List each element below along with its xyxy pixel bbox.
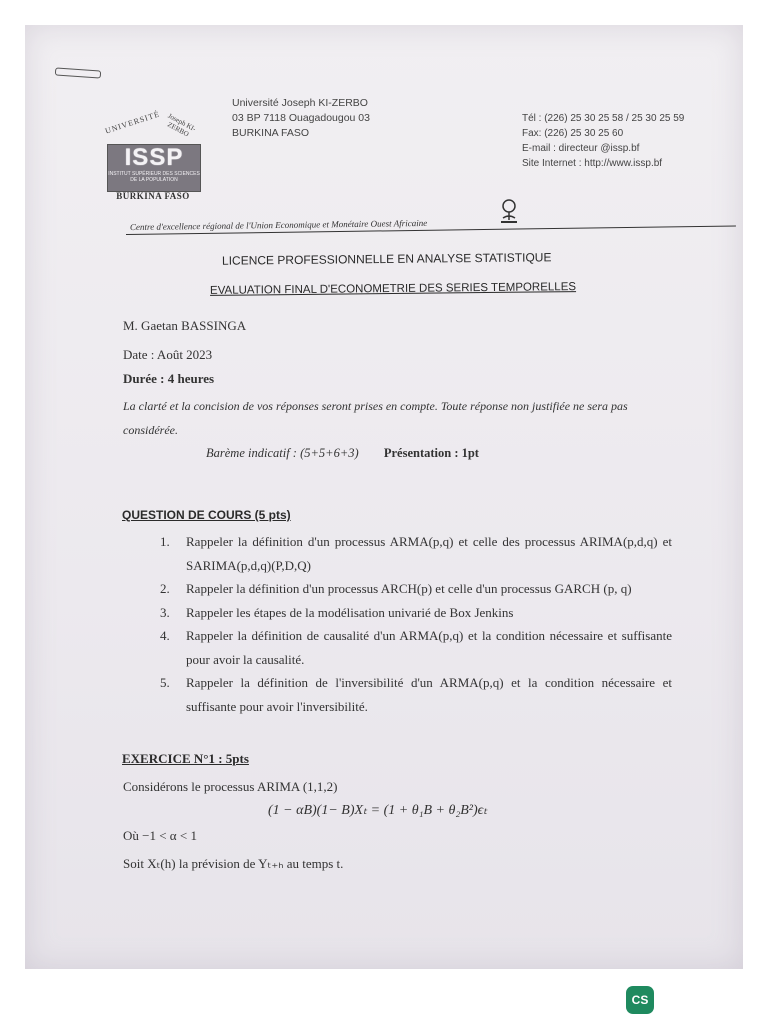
question-number: 4. (160, 628, 170, 643)
question-text: Rappeler la définition de causalité d'un ARMA(p,q) et la condition nécessaire et suffisante pour avoir la causalité. (186, 628, 672, 667)
cours-questions (160, 530, 672, 718)
instructions: La clarté et la concision de vos réponses seront prises en compte. Toute réponse non justifiée ne sera pas considérée. (123, 399, 628, 437)
question-number: 1. (160, 534, 170, 549)
question-number: 2. (160, 581, 170, 596)
address-line: BURKINA FASO (232, 127, 310, 139)
logo-arc-right: Joseph KI-ZERBO (166, 111, 198, 139)
alpha-condition: Où −1 < α < 1 (123, 828, 197, 843)
question-number: 3. (160, 604, 170, 620)
question-number: 5. (160, 675, 170, 690)
program-title: LICENCE PROFESSIONNELLE EN ANALYSE STATISTIQUE (221, 250, 552, 268)
contact-fax: Fax: (226) 25 30 25 60 (522, 128, 624, 139)
uemoa-emblem-icon (495, 196, 523, 226)
question-text: Rappeler la définition de l'inversibilité d'un ARMA(p,q) et la condition nécessaire et suffisante pour avoir l'inversibilité. (186, 675, 672, 714)
logo-box (107, 144, 201, 192)
teacher-name: M. Gaetan BASSINGA (123, 318, 247, 333)
question-text: Rappeler la définition d'un processus ARMA(p,q) et celle des processus ARIMA(p,d,q) et SARIMA(p,d,q)(P,D,Q) (186, 534, 672, 573)
exam-date: Date : Août 2023 (123, 347, 213, 362)
logo-acronym: ISSP (124, 144, 184, 171)
list-item (160, 624, 672, 671)
list-item (160, 601, 672, 625)
contact-phone: Tél : (226) 25 30 25 58 / 25 30 25 59 (522, 113, 685, 124)
forecast-definition: Soit Xₜ(h) la prévision de Yₜ₊ₕ au temps t. (123, 856, 344, 871)
list-item (160, 530, 672, 577)
contact-info (522, 111, 684, 171)
excellence-tagline: Centre d'excellence régional de l'Union Economique et Monétaire Ouest Africaine (129, 217, 428, 233)
grading-scale (206, 446, 479, 461)
question-text: Rappeler les étapes de la modélisation univarié de Box Jenkins (186, 604, 514, 620)
exam-duration: Durée : 4 heures (123, 371, 215, 386)
camscanner-badge: CS (626, 986, 654, 1014)
cours-heading: QUESTION DE COURS (5 pts) (122, 508, 291, 522)
logo-subtitle: INSTITUT SUPÉRIEUR DES SCIENCES DE LA POPULATION (108, 171, 200, 183)
address-line: Université Joseph KI-ZERBO (232, 97, 368, 109)
staple-mark (55, 67, 101, 78)
exam-title: EVALUATION FINAL D'ECONOMETRIE DES SERIES TEMPORELLES (209, 281, 577, 297)
bareme-indicatif: Barème indicatif : (5+5+6+3) (206, 446, 359, 460)
logo-country: BURKINA FASO (116, 191, 190, 201)
question-text: Rappeler la définition d'un processus ARCH(p) et celle d'un processus GARCH (p, q) (186, 581, 632, 596)
arima-formula: (1 − αB)(1− B)Xₜ = (1 + θ₁B + θ₂B²)ϵₜ (268, 803, 488, 818)
logo-arc-left: UNIVERSITÉ (104, 109, 162, 136)
contact-email: E-mail : directeur @issp.bf (522, 143, 640, 154)
contact-website: Site Internet : http://www.issp.bf (522, 158, 663, 169)
address-line: 03 BP 7118 Ouagadougou 03 (232, 112, 370, 124)
exercice1-heading: EXERCICE N°1 : 5pts (122, 751, 249, 766)
list-item (160, 577, 672, 601)
list-item (160, 671, 672, 718)
university-address (232, 96, 370, 141)
presentation-points: Présentation : 1pt (383, 446, 479, 460)
exercice1-intro: Considérons le processus ARIMA (1,1,2) (123, 779, 338, 794)
